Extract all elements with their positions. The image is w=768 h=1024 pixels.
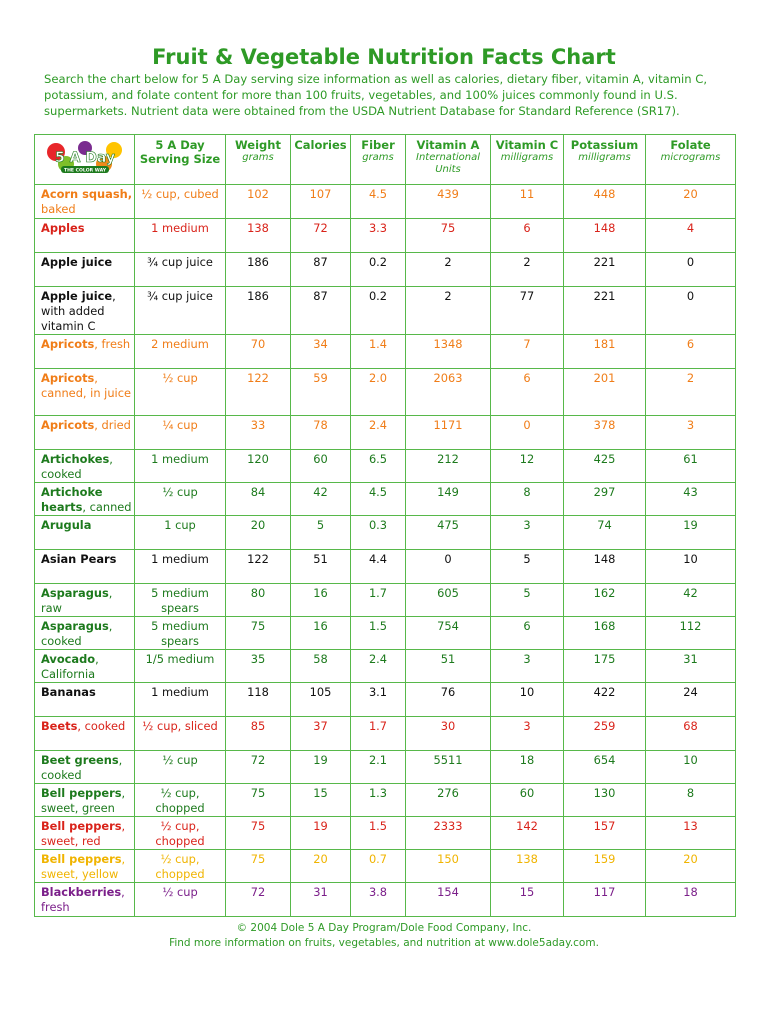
food-description: , cooked	[41, 619, 113, 648]
fiber-cell: 1.5	[351, 617, 406, 650]
logo-tagline: THE COLOR WAY	[63, 168, 106, 174]
vitamin-c-cell: 0	[491, 416, 564, 450]
food-name-cell	[35, 219, 135, 253]
fiber-cell: 1.7	[351, 717, 406, 751]
food-name-cell	[35, 253, 135, 287]
fiber-cell: 1.4	[351, 335, 406, 369]
vitamin-c-cell: 3	[491, 516, 564, 550]
folate-cell: 112	[646, 617, 736, 650]
calories-cell: 59	[291, 369, 351, 416]
fiber-cell: 1.5	[351, 817, 406, 850]
table-row	[35, 516, 736, 550]
table-body	[35, 185, 736, 917]
vitamin-c-cell: 6	[491, 369, 564, 416]
serving-size-cell: 1 medium	[135, 450, 226, 483]
vitamin-a-cell: 605	[406, 584, 491, 617]
serving-size-cell: 1 medium	[135, 683, 226, 717]
folate-cell: 4	[646, 219, 736, 253]
food-name: Beet greens	[41, 753, 119, 767]
header-potassium: Potassium milligrams	[564, 135, 646, 185]
fiber-cell: 4.4	[351, 550, 406, 584]
vitamin-a-cell: 1348	[406, 335, 491, 369]
food-name: Apricots	[41, 418, 95, 432]
serving-size-cell: ¼ cup	[135, 416, 226, 450]
folate-cell: 8	[646, 784, 736, 817]
serving-size-cell: ¾ cup juice	[135, 253, 226, 287]
vitamin-c-cell: 18	[491, 751, 564, 784]
calories-cell: 37	[291, 717, 351, 751]
food-name: Blackberries	[41, 885, 122, 899]
vitamin-c-cell: 5	[491, 550, 564, 584]
table-row	[35, 784, 736, 817]
food-name: Asian Pears	[41, 552, 117, 566]
food-name-cell	[35, 683, 135, 717]
calories-cell: 19	[291, 751, 351, 784]
food-name: Apple juice	[41, 289, 113, 303]
food-description: , canned	[82, 500, 132, 514]
vitamin-a-cell: 5511	[406, 751, 491, 784]
weight-cell: 186	[226, 253, 291, 287]
food-name: Artichokes	[41, 452, 110, 466]
food-name-cell	[35, 883, 135, 917]
table-row	[35, 450, 736, 483]
header-folate: Folate micrograms	[646, 135, 736, 185]
table-row	[35, 751, 736, 784]
vitamin-a-cell: 150	[406, 850, 491, 883]
vitamin-a-cell: 2063	[406, 369, 491, 416]
food-name-cell	[35, 584, 135, 617]
weight-cell: 70	[226, 335, 291, 369]
table-row	[35, 369, 736, 416]
weight-cell: 80	[226, 584, 291, 617]
food-description: , sweet, red	[41, 819, 126, 848]
vitamin-c-cell: 15	[491, 883, 564, 917]
header-serving-size: 5 A Day Serving Size	[135, 135, 226, 185]
food-name-cell	[35, 450, 135, 483]
serving-size-cell: ½ cup, chopped	[135, 784, 226, 817]
vitamin-c-cell: 138	[491, 850, 564, 883]
fiber-cell: 0.3	[351, 516, 406, 550]
potassium-cell: 448	[564, 185, 646, 219]
serving-size-cell: ½ cup	[135, 883, 226, 917]
header-fiber: Fiber grams	[351, 135, 406, 185]
serving-size-cell: ½ cup	[135, 369, 226, 416]
vitamin-a-cell: 2	[406, 287, 491, 335]
weight-cell: 72	[226, 883, 291, 917]
food-description: , fresh	[94, 337, 131, 351]
food-name: Avocado	[41, 652, 96, 666]
folate-cell: 13	[646, 817, 736, 850]
weight-cell: 75	[226, 850, 291, 883]
table-row	[35, 850, 736, 883]
food-description: , cooked	[77, 719, 126, 733]
potassium-cell: 175	[564, 650, 646, 683]
folate-cell: 10	[646, 550, 736, 584]
weight-cell: 186	[226, 287, 291, 335]
folate-cell: 19	[646, 516, 736, 550]
fiber-cell: 3.8	[351, 883, 406, 917]
folate-cell: 18	[646, 883, 736, 917]
food-name: Arugula	[41, 518, 92, 532]
vitamin-c-cell: 5	[491, 584, 564, 617]
vitamin-a-cell: 154	[406, 883, 491, 917]
food-name-cell	[35, 550, 135, 584]
vitamin-a-cell: 754	[406, 617, 491, 650]
folate-cell: 0	[646, 287, 736, 335]
fiber-cell: 2.1	[351, 751, 406, 784]
table-row	[35, 717, 736, 751]
potassium-cell: 221	[564, 287, 646, 335]
food-description: , with added vitamin C	[41, 289, 116, 333]
header-weight: Weight grams	[226, 135, 291, 185]
vitamin-a-cell: 30	[406, 717, 491, 751]
vitamin-c-cell: 7	[491, 335, 564, 369]
folate-cell: 31	[646, 650, 736, 683]
vitamin-a-cell: 2333	[406, 817, 491, 850]
potassium-cell: 221	[564, 253, 646, 287]
serving-size-cell: ½ cup, cubed	[135, 185, 226, 219]
five-a-day-logo	[42, 138, 128, 174]
potassium-cell: 181	[564, 335, 646, 369]
fiber-cell: 3.1	[351, 683, 406, 717]
potassium-cell: 297	[564, 483, 646, 516]
fiber-cell: 1.7	[351, 584, 406, 617]
food-description: baked	[41, 202, 76, 216]
calories-cell: 105	[291, 683, 351, 717]
intro-paragraph: Search the chart below for 5 A Day serving size information as well as calories, dietary fiber, vitamin A, vitamin C, potassium, and folate content for more than 100 fruits, vegetables, and 100% juices commonly found in U.S. supermarkets. Nutrient data were obtained from the USDA Nutrient Database for Standard Reference (SR17).	[44, 72, 708, 118]
food-description: , California	[41, 652, 99, 681]
serving-size-cell: ½ cup, sliced	[135, 717, 226, 751]
weight-cell: 72	[226, 751, 291, 784]
food-name: Artichoke hearts	[41, 485, 103, 514]
food-name-cell	[35, 483, 135, 516]
food-name-cell	[35, 369, 135, 416]
weight-cell: 102	[226, 185, 291, 219]
weight-cell: 35	[226, 650, 291, 683]
food-name-cell	[35, 817, 135, 850]
serving-size-cell: ½ cup, chopped	[135, 850, 226, 883]
food-description: , canned, in juice	[41, 371, 131, 400]
header-vitamin-c: Vitamin C milligrams	[491, 135, 564, 185]
vitamin-a-cell: 75	[406, 219, 491, 253]
table-row	[35, 416, 736, 450]
food-name: Bananas	[41, 685, 96, 699]
table-row	[35, 550, 736, 584]
calories-cell: 107	[291, 185, 351, 219]
calories-cell: 34	[291, 335, 351, 369]
calories-cell: 78	[291, 416, 351, 450]
logo-text: 5 A Day	[54, 150, 115, 166]
serving-size-cell: ¾ cup juice	[135, 287, 226, 335]
serving-size-cell: 1 medium	[135, 219, 226, 253]
table-row	[35, 287, 736, 335]
table-row	[35, 883, 736, 917]
vitamin-a-cell: 276	[406, 784, 491, 817]
folate-cell: 20	[646, 185, 736, 219]
food-name: Bell peppers	[41, 819, 122, 833]
fiber-cell: 0.7	[351, 850, 406, 883]
potassium-cell: 159	[564, 850, 646, 883]
table-row	[35, 650, 736, 683]
potassium-cell: 201	[564, 369, 646, 416]
food-description: , fresh	[41, 885, 125, 914]
vitamin-c-cell: 10	[491, 683, 564, 717]
vitamin-a-cell: 2	[406, 253, 491, 287]
food-description: , cooked	[41, 452, 113, 481]
food-name-cell	[35, 717, 135, 751]
nutrition-table	[34, 134, 736, 917]
potassium-cell: 162	[564, 584, 646, 617]
food-description: , cooked	[41, 753, 123, 782]
table-row	[35, 683, 736, 717]
fiber-cell: 0.2	[351, 253, 406, 287]
folate-cell: 42	[646, 584, 736, 617]
food-name-cell	[35, 516, 135, 550]
food-name-cell	[35, 850, 135, 883]
header-calories: Calories	[291, 135, 351, 185]
vitamin-a-cell: 76	[406, 683, 491, 717]
vitamin-c-cell: 3	[491, 717, 564, 751]
calories-cell: 87	[291, 287, 351, 335]
calories-cell: 16	[291, 584, 351, 617]
fiber-cell: 2.4	[351, 650, 406, 683]
serving-size-cell: 5 medium spears	[135, 584, 226, 617]
weight-cell: 120	[226, 450, 291, 483]
vitamin-c-cell: 12	[491, 450, 564, 483]
calories-cell: 5	[291, 516, 351, 550]
folate-cell: 43	[646, 483, 736, 516]
food-description: , dried	[94, 418, 131, 432]
food-description: , sweet, yellow	[41, 852, 126, 881]
weight-cell: 122	[226, 369, 291, 416]
weight-cell: 75	[226, 784, 291, 817]
food-name-cell	[35, 335, 135, 369]
food-name: Bell peppers	[41, 786, 122, 800]
calories-cell: 42	[291, 483, 351, 516]
potassium-cell: 259	[564, 717, 646, 751]
vitamin-a-cell: 149	[406, 483, 491, 516]
folate-cell: 68	[646, 717, 736, 751]
table-row	[35, 253, 736, 287]
table-row	[35, 584, 736, 617]
fiber-cell: 2.4	[351, 416, 406, 450]
weight-cell: 75	[226, 817, 291, 850]
vitamin-a-cell: 0	[406, 550, 491, 584]
folate-cell: 2	[646, 369, 736, 416]
food-name-cell	[35, 650, 135, 683]
header-vitamin-a: Vitamin A International Units	[406, 135, 491, 185]
calories-cell: 51	[291, 550, 351, 584]
serving-size-cell: 1 cup	[135, 516, 226, 550]
folate-cell: 6	[646, 335, 736, 369]
serving-size-cell: 1 medium	[135, 550, 226, 584]
fiber-cell: 2.0	[351, 369, 406, 416]
vitamin-c-cell: 2	[491, 253, 564, 287]
food-name: Apple juice	[41, 255, 113, 269]
serving-size-cell: 2 medium	[135, 335, 226, 369]
calories-cell: 58	[291, 650, 351, 683]
footer-link-text: Find more information on fruits, vegetables, and nutrition at www.dole5aday.com.	[169, 937, 599, 949]
food-name: Asparagus	[41, 586, 109, 600]
food-name: Apples	[41, 221, 85, 235]
food-name: Acorn squash,	[41, 187, 133, 201]
vitamin-c-cell: 60	[491, 784, 564, 817]
folate-cell: 20	[646, 850, 736, 883]
food-name-cell	[35, 185, 135, 219]
fiber-cell: 6.5	[351, 450, 406, 483]
calories-cell: 19	[291, 817, 351, 850]
weight-cell: 85	[226, 717, 291, 751]
logo-cell	[35, 135, 135, 185]
calories-cell: 15	[291, 784, 351, 817]
folate-cell: 61	[646, 450, 736, 483]
vitamin-c-cell: 6	[491, 617, 564, 650]
potassium-cell: 168	[564, 617, 646, 650]
food-name-cell	[35, 287, 135, 335]
folate-cell: 0	[646, 253, 736, 287]
serving-size-cell: 1/5 medium	[135, 650, 226, 683]
food-name: Asparagus	[41, 619, 109, 633]
vitamin-a-cell: 51	[406, 650, 491, 683]
food-description: , raw	[41, 586, 113, 615]
table-row	[35, 185, 736, 219]
calories-cell: 16	[291, 617, 351, 650]
serving-size-cell: ½ cup, chopped	[135, 817, 226, 850]
table-row	[35, 617, 736, 650]
fiber-cell: 4.5	[351, 185, 406, 219]
vitamin-a-cell: 212	[406, 450, 491, 483]
weight-cell: 20	[226, 516, 291, 550]
potassium-cell: 117	[564, 883, 646, 917]
potassium-cell: 148	[564, 219, 646, 253]
weight-cell: 33	[226, 416, 291, 450]
food-name: Apricots	[41, 337, 95, 351]
potassium-cell: 378	[564, 416, 646, 450]
potassium-cell: 654	[564, 751, 646, 784]
weight-cell: 118	[226, 683, 291, 717]
calories-cell: 72	[291, 219, 351, 253]
serving-size-cell: 5 medium spears	[135, 617, 226, 650]
potassium-cell: 130	[564, 784, 646, 817]
vitamin-c-cell: 77	[491, 287, 564, 335]
serving-size-cell: ½ cup	[135, 751, 226, 784]
calories-cell: 31	[291, 883, 351, 917]
potassium-cell: 157	[564, 817, 646, 850]
weight-cell: 122	[226, 550, 291, 584]
vitamin-a-cell: 1171	[406, 416, 491, 450]
footer	[0, 921, 768, 951]
table-row	[35, 483, 736, 516]
food-description: , sweet, green	[41, 786, 126, 815]
fiber-cell: 0.2	[351, 287, 406, 335]
food-name-cell	[35, 751, 135, 784]
potassium-cell: 425	[564, 450, 646, 483]
food-name: Beets	[41, 719, 78, 733]
food-name: Bell peppers	[41, 852, 122, 866]
fiber-cell: 4.5	[351, 483, 406, 516]
vitamin-a-cell: 439	[406, 185, 491, 219]
table-row	[35, 219, 736, 253]
calories-cell: 87	[291, 253, 351, 287]
table-row	[35, 817, 736, 850]
food-name-cell	[35, 617, 135, 650]
potassium-cell: 148	[564, 550, 646, 584]
weight-cell: 138	[226, 219, 291, 253]
folate-cell: 24	[646, 683, 736, 717]
potassium-cell: 74	[564, 516, 646, 550]
folate-cell: 3	[646, 416, 736, 450]
food-name-cell	[35, 416, 135, 450]
vitamin-c-cell: 6	[491, 219, 564, 253]
vitamin-a-cell: 475	[406, 516, 491, 550]
fiber-cell: 1.3	[351, 784, 406, 817]
weight-cell: 84	[226, 483, 291, 516]
footer-copyright: © 2004 Dole 5 A Day Program/Dole Food Company, Inc.	[236, 922, 532, 934]
weight-cell: 75	[226, 617, 291, 650]
page-title: Fruit & Vegetable Nutrition Facts Chart	[152, 45, 616, 69]
potassium-cell: 422	[564, 683, 646, 717]
vitamin-c-cell: 11	[491, 185, 564, 219]
folate-cell: 10	[646, 751, 736, 784]
calories-cell: 60	[291, 450, 351, 483]
table-row	[35, 335, 736, 369]
calories-cell: 20	[291, 850, 351, 883]
vitamin-c-cell: 3	[491, 650, 564, 683]
vitamin-c-cell: 8	[491, 483, 564, 516]
food-name-cell	[35, 784, 135, 817]
serving-size-cell: ½ cup	[135, 483, 226, 516]
food-name: Apricots	[41, 371, 95, 385]
fiber-cell: 3.3	[351, 219, 406, 253]
vitamin-c-cell: 142	[491, 817, 564, 850]
header-row	[35, 135, 736, 185]
